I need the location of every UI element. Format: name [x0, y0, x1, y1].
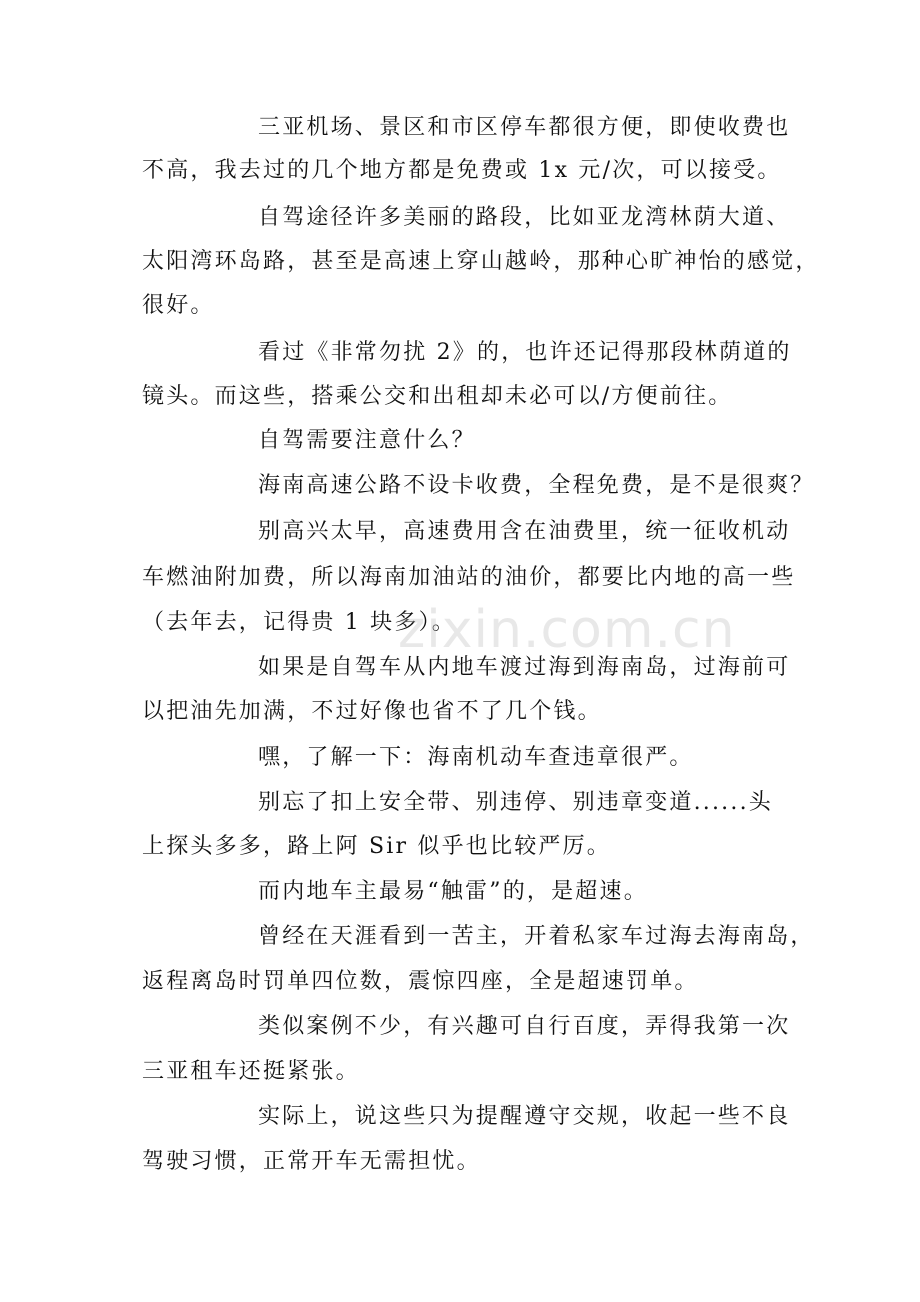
text-line: 三亚机场、景区和市区停车都很方便，即使收费也: [258, 115, 791, 140]
text-line: 返程离岛时罚单四位数，震惊四座，全是超速罚单。: [142, 969, 699, 994]
text-line: 海南高速公路不设卡收费，全程免费，是不是很爽？: [258, 473, 815, 498]
text-line: 太阳湾环岛路，甚至是高速上穿山越岭，那种心旷神怡的感觉，: [142, 249, 820, 274]
text-line: 而内地车主最易“触雷”的，是超速。: [258, 879, 648, 904]
text-line: 如果是自驾车从内地车渡过海到海南岛，过海前可: [258, 655, 791, 680]
text-line: 嘿，了解一下：海南机动车查违章很严。: [258, 745, 694, 770]
text-line: 上探头多多，路上阿 Sir 似乎也比较严厉。: [142, 834, 612, 859]
text-line: 驾驶习惯，正常开车无需担忧。: [142, 1149, 481, 1174]
text-line: 曾经在天涯看到一苦主，开着私家车过海去海南岛，: [258, 924, 815, 949]
watermark: zixin.com.cn: [398, 600, 736, 660]
text-line: 镜头。而这些，搭乘公交和出租却未必可以/方便前往。: [142, 384, 733, 409]
text-line: 很好。: [142, 293, 215, 318]
text-line: 别高兴太早，高速费用含在油费里，统一征收机动: [258, 519, 791, 544]
text-line: （去年去，记得贵 1 块多）。: [142, 610, 456, 635]
text-line: 自驾途径许多美丽的路段，比如亚龙湾林荫大道、: [258, 205, 791, 230]
text-line: 不高，我去过的几个地方都是免费或 1x 元/次，可以接受。: [142, 158, 782, 183]
text-line: 实际上，说这些只为提醒遵守交规，收起一些不良: [258, 1104, 791, 1129]
text-line: 别忘了扣上安全带、别违停、别违章变道......头: [258, 790, 773, 815]
text-line: 看过《非常勿扰 2》的，也许还记得那段林荫道的: [258, 340, 792, 365]
text-line: 车燃油附加费，所以海南加油站的油价，都要比内地的高一些: [142, 565, 796, 590]
text-line: 三亚租车还挺紧张。: [142, 1059, 360, 1084]
text-line: 以把油先加满，不过好像也省不了几个钱。: [142, 699, 602, 724]
text-line: 类似案例不少，有兴趣可自行百度，弄得我第一次: [258, 1014, 791, 1039]
text-line: 自驾需要注意什么？: [258, 428, 476, 453]
